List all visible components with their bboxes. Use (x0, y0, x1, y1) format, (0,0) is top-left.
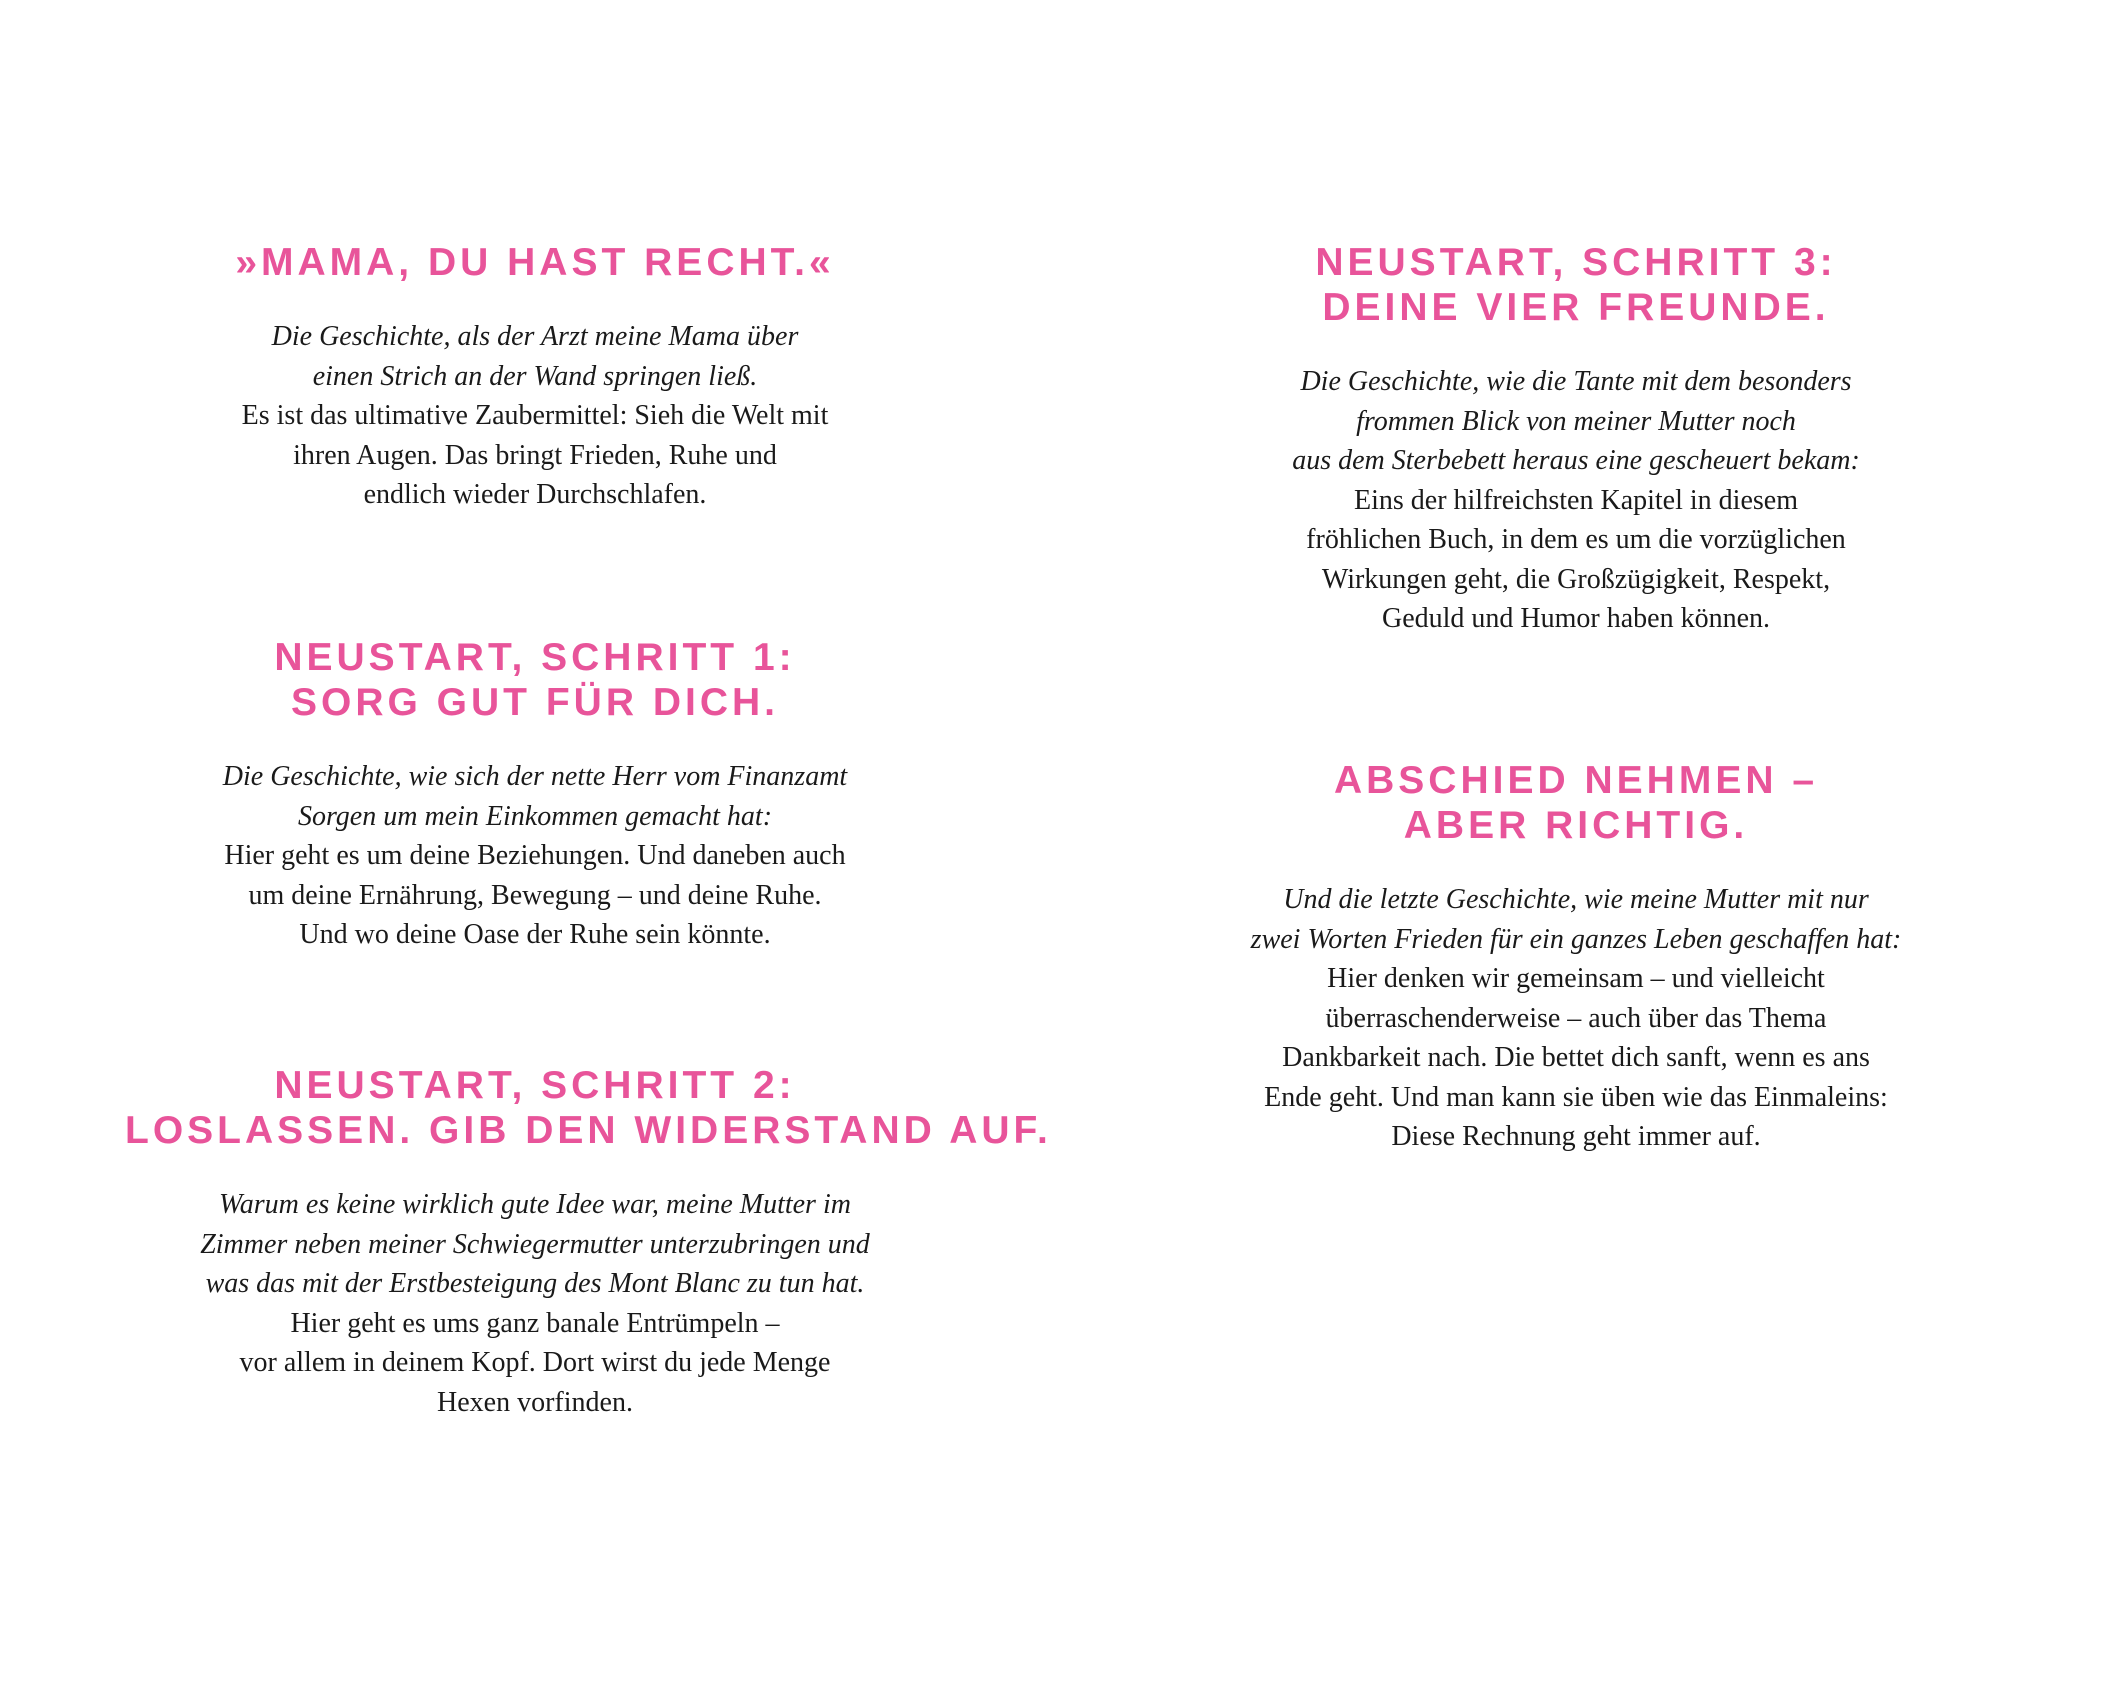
section-body (125, 317, 945, 515)
section-heading (1166, 758, 1986, 848)
heading-line: DEINE VIER FREUNDE. (1322, 286, 1830, 329)
body-line: Dankbarkeit nach. Die bettet dich sanft, wenn es ans (1282, 1042, 1870, 1073)
right-page (1063, 0, 2126, 1693)
body-line: Geduld und Humor haben können. (1381, 603, 1771, 634)
body-line: Eins der hilfreichsten Kapitel in diesem (1354, 484, 1798, 516)
italic-line: Die Geschichte, wie sich der nette Herr vom Finanzamt (222, 761, 848, 792)
body-line: Ende geht. Und man kann sie üben wie das Einmaleins: (1264, 1081, 1888, 1113)
section-heading (125, 240, 945, 285)
heading-line: ABSCHIED NEHMEN – (1333, 759, 1819, 802)
heading-line: ABER RICHTIG. (1403, 804, 1749, 847)
heading-line: NEUSTART, SCHRITT 1: (274, 636, 796, 679)
body-line: überraschenderweise – auch über das Thema (1325, 1002, 1827, 1034)
italic-line: einen Strich an der Wand springen ließ. (312, 360, 758, 392)
italic-line: was das mit der Erstbesteigung des Mont Blanc zu tun hat. (205, 1268, 865, 1299)
body-line: Hexen vorfinden. (437, 1386, 633, 1418)
heading-line: LOSLASSEN. GIB DEN WIDERSTAND AUF. (125, 1109, 1052, 1152)
body-line: ihren Augen. Das bringt Frieden, Ruhe und (293, 439, 777, 471)
section-heading (125, 635, 945, 725)
italic-line: frommen Blick von meiner Mutter noch (1356, 405, 1796, 437)
section-body (1166, 362, 1986, 639)
section-neustart-schritt-3 (1166, 240, 1986, 639)
section-neustart-schritt-1 (125, 635, 945, 955)
body-line: Hier geht es ums ganz banale Entrümpeln – (290, 1307, 780, 1339)
section-body (1166, 880, 1986, 1157)
section-heading (1166, 240, 1986, 330)
italic-line: Warum es keine wirklich gute Idee war, meine Mutter im (219, 1189, 851, 1220)
body-line: Es ist das ultimative Zaubermittel: Sieh die Welt mit (241, 400, 829, 431)
italic-line: Und die letzte Geschichte, wie meine Mutter mit nur (1283, 884, 1869, 915)
section-abschied-nehmen (1166, 758, 1986, 1157)
body-line: fröhlichen Buch, in dem es um die vorzüglichen (1306, 524, 1846, 555)
body-line: Wirkungen geht, die Großzügigkeit, Respekt, (1321, 563, 1831, 595)
body-line: vor allem in deinem Kopf. Dort wirst du jede Menge (239, 1347, 831, 1378)
heading-line: »MAMA, DU HAST RECHT.« (235, 241, 835, 284)
body-line: um deine Ernährung, Bewegung – und deine Ruhe. (248, 879, 822, 911)
italic-line: aus dem Sterbebett heraus eine gescheuert bekam: (1292, 445, 1860, 476)
section-heading (125, 1063, 1052, 1153)
heading-line: SORG GUT FÜR DICH. (291, 681, 779, 724)
italic-line: Die Geschichte, wie die Tante mit dem besonders (1300, 366, 1852, 397)
section-mama-du-hast-recht (125, 240, 945, 515)
body-line: Hier denken wir gemeinsam – und vielleicht (1327, 963, 1825, 994)
heading-line: NEUSTART, SCHRITT 2: (274, 1064, 796, 1107)
body-line: Und wo deine Oase der Ruhe sein könnte. (299, 919, 771, 950)
italic-line: Sorgen um mein Einkommen gemacht hat: (297, 800, 773, 832)
italic-line: Die Geschichte, als der Arzt meine Mama über (271, 321, 799, 352)
body-line: endlich wieder Durchschlafen. (363, 479, 707, 510)
section-body (125, 1185, 945, 1422)
body-line: Hier geht es um deine Beziehungen. Und daneben auch (224, 840, 846, 871)
heading-line: NEUSTART, SCHRITT 3: (1315, 241, 1837, 284)
italic-line: Zimmer neben meiner Schwiegermutter unterzubringen und (200, 1228, 870, 1260)
section-body (125, 757, 945, 955)
italic-line: zwei Worten Frieden für ein ganzes Leben geschaffen hat: (1250, 923, 1902, 955)
body-line: Diese Rechnung geht immer auf. (1391, 1121, 1761, 1152)
section-neustart-schritt-2 (125, 1063, 1052, 1422)
